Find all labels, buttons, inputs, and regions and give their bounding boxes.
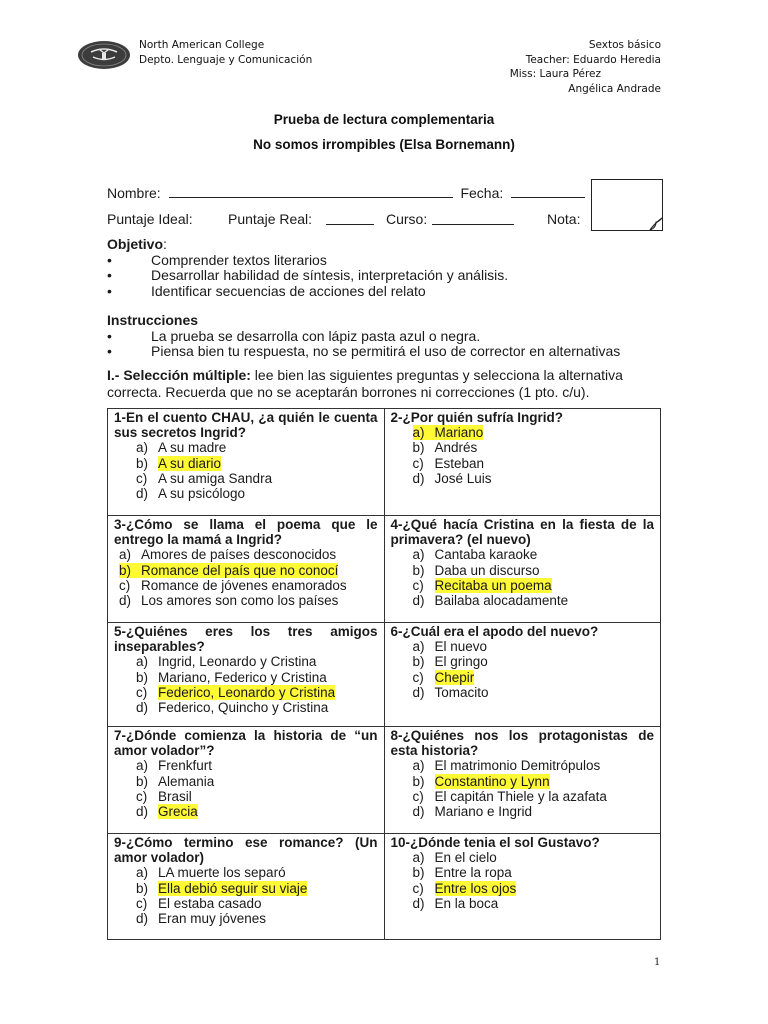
- question-cell: [384, 623, 661, 727]
- option[interactable]: d) Eran muy jóvenes: [136, 911, 267, 927]
- option[interactable]: c) El estaba casado: [136, 895, 262, 911]
- questions-table: [107, 408, 661, 940]
- options-list: [114, 654, 378, 715]
- question-cell: [384, 516, 661, 623]
- option-highlighted[interactable]: b) Ella debió seguir su viaje: [136, 880, 308, 896]
- option[interactable]: b) Andrés: [412, 440, 478, 456]
- option-highlighted[interactable]: c) Entre los ojos: [412, 880, 517, 896]
- option[interactable]: c) A su amiga Sandra: [136, 470, 273, 486]
- seleccion-text: lee bien las siguientes preguntas y selecciona la alternativa correcta. Recuerda que no se aceptarán borrones ni correcciones (1 pto. c/u).: [107, 367, 623, 400]
- option[interactable]: c) Esteban: [412, 455, 485, 471]
- option[interactable]: d) A su psicólogo: [136, 486, 246, 502]
- question-text: 10-¿Dónde tenia el sol Gustavo?: [390, 835, 600, 850]
- option[interactable]: d) Federico, Quincho y Cristina: [136, 700, 329, 716]
- question-text: 1-En el cuento CHAU, ¿a quién le cuenta sus secretos Ingrid?: [114, 410, 378, 441]
- option-highlighted[interactable]: c) Federico, Leonardo y Cristina: [136, 684, 336, 700]
- grade-label: Sextos básico: [588, 39, 661, 51]
- question-cell: [108, 834, 385, 940]
- option[interactable]: d) En la boca: [412, 895, 499, 911]
- option[interactable]: a) A su madre: [136, 440, 227, 456]
- question-text: 8-¿Quiénes nos los protagonistas de esta historia?: [390, 728, 654, 759]
- question-cell: [384, 409, 661, 516]
- question-cell: [108, 623, 385, 727]
- question-text: 9-¿Cómo termino ese romance? (Un amor volador): [114, 835, 378, 866]
- options-list: [391, 425, 655, 486]
- question-cell: [384, 727, 661, 834]
- option[interactable]: d) Los amores son como los países: [119, 593, 339, 609]
- option[interactable]: a) Amores de países desconocidos: [119, 547, 337, 563]
- option[interactable]: a) El nuevo: [412, 639, 488, 655]
- option[interactable]: b) Daba un discurso: [412, 562, 540, 578]
- option-highlighted[interactable]: b) Constantino y Lynn: [412, 773, 550, 789]
- question-text: 6-¿Cuál era el apodo del nuevo?: [390, 624, 599, 639]
- puntaje-real-label: Puntaje Real:: [228, 211, 313, 227]
- option[interactable]: d) Tomacito: [412, 684, 489, 700]
- option[interactable]: d) Mariano e Ingrid: [412, 804, 533, 820]
- options-list: [114, 865, 378, 926]
- option[interactable]: a) Ingrid, Leonardo y Cristina: [136, 654, 317, 670]
- nombre-field[interactable]: [169, 186, 453, 198]
- option[interactable]: b) Alemania: [136, 773, 215, 789]
- school-name: North American College: [139, 39, 265, 51]
- department-name: Depto. Lenguaje y Comunicación: [139, 54, 313, 66]
- objetivo-heading: Objetivo:: [107, 236, 167, 252]
- options-list: [114, 758, 378, 819]
- nota-grade-box[interactable]: [591, 179, 663, 231]
- option[interactable]: c) Brasil: [136, 788, 192, 804]
- instrucciones-heading: Instrucciones: [107, 312, 199, 328]
- option[interactable]: d) José Luis: [412, 470, 492, 486]
- page-number: 1: [654, 957, 661, 968]
- option[interactable]: a) Cantaba karaoke: [412, 547, 538, 563]
- option-highlighted[interactable]: c) Chepir: [412, 669, 475, 685]
- fecha-field[interactable]: [511, 186, 585, 198]
- miss2-label: Angélica Andrade: [568, 82, 661, 95]
- option-highlighted[interactable]: b) A su diario: [136, 455, 222, 471]
- objetivo-item: • Identificar secuencias de acciones del relato: [107, 284, 508, 300]
- seleccion-instructions: [107, 367, 662, 401]
- option-highlighted[interactable]: b) Romance del país que no conocí: [119, 562, 339, 578]
- option[interactable]: b) El gringo: [412, 654, 488, 670]
- page-curl-icon: [648, 216, 664, 232]
- option[interactable]: a) LA muerte los separó: [136, 865, 286, 881]
- option[interactable]: c) El capitán Thiele y la azafata: [412, 788, 607, 804]
- question-text: 7-¿Dónde comienza la historia de “un amor volador”?: [114, 728, 378, 759]
- question-cell: [108, 727, 385, 834]
- instrucciones-section: [107, 313, 620, 360]
- question-cell: [384, 834, 661, 940]
- question-text: 5-¿Quiénes eres los tres amigos inseparables?: [114, 624, 378, 655]
- question-cell: [108, 409, 385, 516]
- option-highlighted[interactable]: d) Grecia: [136, 804, 198, 820]
- option[interactable]: b) Entre la ropa: [412, 865, 512, 881]
- question-text: 4-¿Qué hacía Cristina en la fiesta de la primavera? (el nuevo): [390, 517, 654, 548]
- question-text: 3-¿Cómo se llama el poema que le entrego la mamá a Ingrid?: [114, 517, 378, 548]
- option[interactable]: b) Mariano, Federico y Cristina: [136, 669, 327, 685]
- school-crest-icon: [77, 40, 131, 70]
- miss-label: Miss: Laura Pérez: [509, 68, 601, 80]
- objetivo-section: [107, 237, 508, 299]
- question-text: 2-¿Por quién sufría Ingrid?: [390, 410, 564, 425]
- puntaje-ideal-label: Puntaje Ideal:: [107, 211, 193, 227]
- school-header: [77, 38, 312, 70]
- option[interactable]: c) Romance de jóvenes enamorados: [119, 577, 347, 593]
- seleccion-heading: I.- Selección múltiple:: [107, 367, 251, 383]
- teacher-label: Teacher: Eduardo Heredia: [525, 53, 661, 66]
- options-list: [391, 758, 655, 819]
- teacher-info: [510, 38, 661, 96]
- option[interactable]: a) El matrimonio Demitrópulos: [412, 758, 601, 774]
- curso-field[interactable]: [432, 213, 514, 225]
- objetivo-item: • Desarrollar habilidad de síntesis, interpretación y análisis.: [107, 268, 508, 284]
- option-highlighted[interactable]: c) Recitaba un poema: [412, 577, 552, 593]
- puntaje-real-field[interactable]: [326, 213, 374, 225]
- instruccion-item: • La prueba se desarrolla con lápiz pasta azul o negra.: [107, 329, 620, 345]
- objetivo-item: • Comprender textos literarios: [107, 253, 508, 269]
- options-list: [114, 547, 378, 608]
- option-highlighted[interactable]: a) Mariano: [412, 425, 484, 441]
- options-list: [391, 547, 655, 608]
- page-title: Prueba de lectura complementaria: [273, 112, 495, 127]
- book-title: No somos irrompibles (Elsa Bornemann): [253, 137, 515, 152]
- option[interactable]: d) Bailaba alocadamente: [412, 593, 569, 609]
- question-cell: [108, 516, 385, 623]
- options-list: [114, 440, 378, 501]
- nota-label: Nota:: [547, 211, 581, 227]
- option[interactable]: a) Frenkfurt: [136, 758, 213, 774]
- options-list: [391, 850, 655, 911]
- curso-label: Curso:: [386, 211, 428, 227]
- fecha-label: Fecha:: [460, 185, 504, 201]
- instruccion-item: • Piensa bien tu respuesta, no se permitirá el uso de corrector en alternativas: [107, 344, 620, 360]
- nombre-label: Nombre:: [107, 185, 161, 201]
- options-list: [391, 639, 655, 700]
- option[interactable]: a) En el cielo: [412, 850, 497, 866]
- name-date-row: [107, 185, 585, 201]
